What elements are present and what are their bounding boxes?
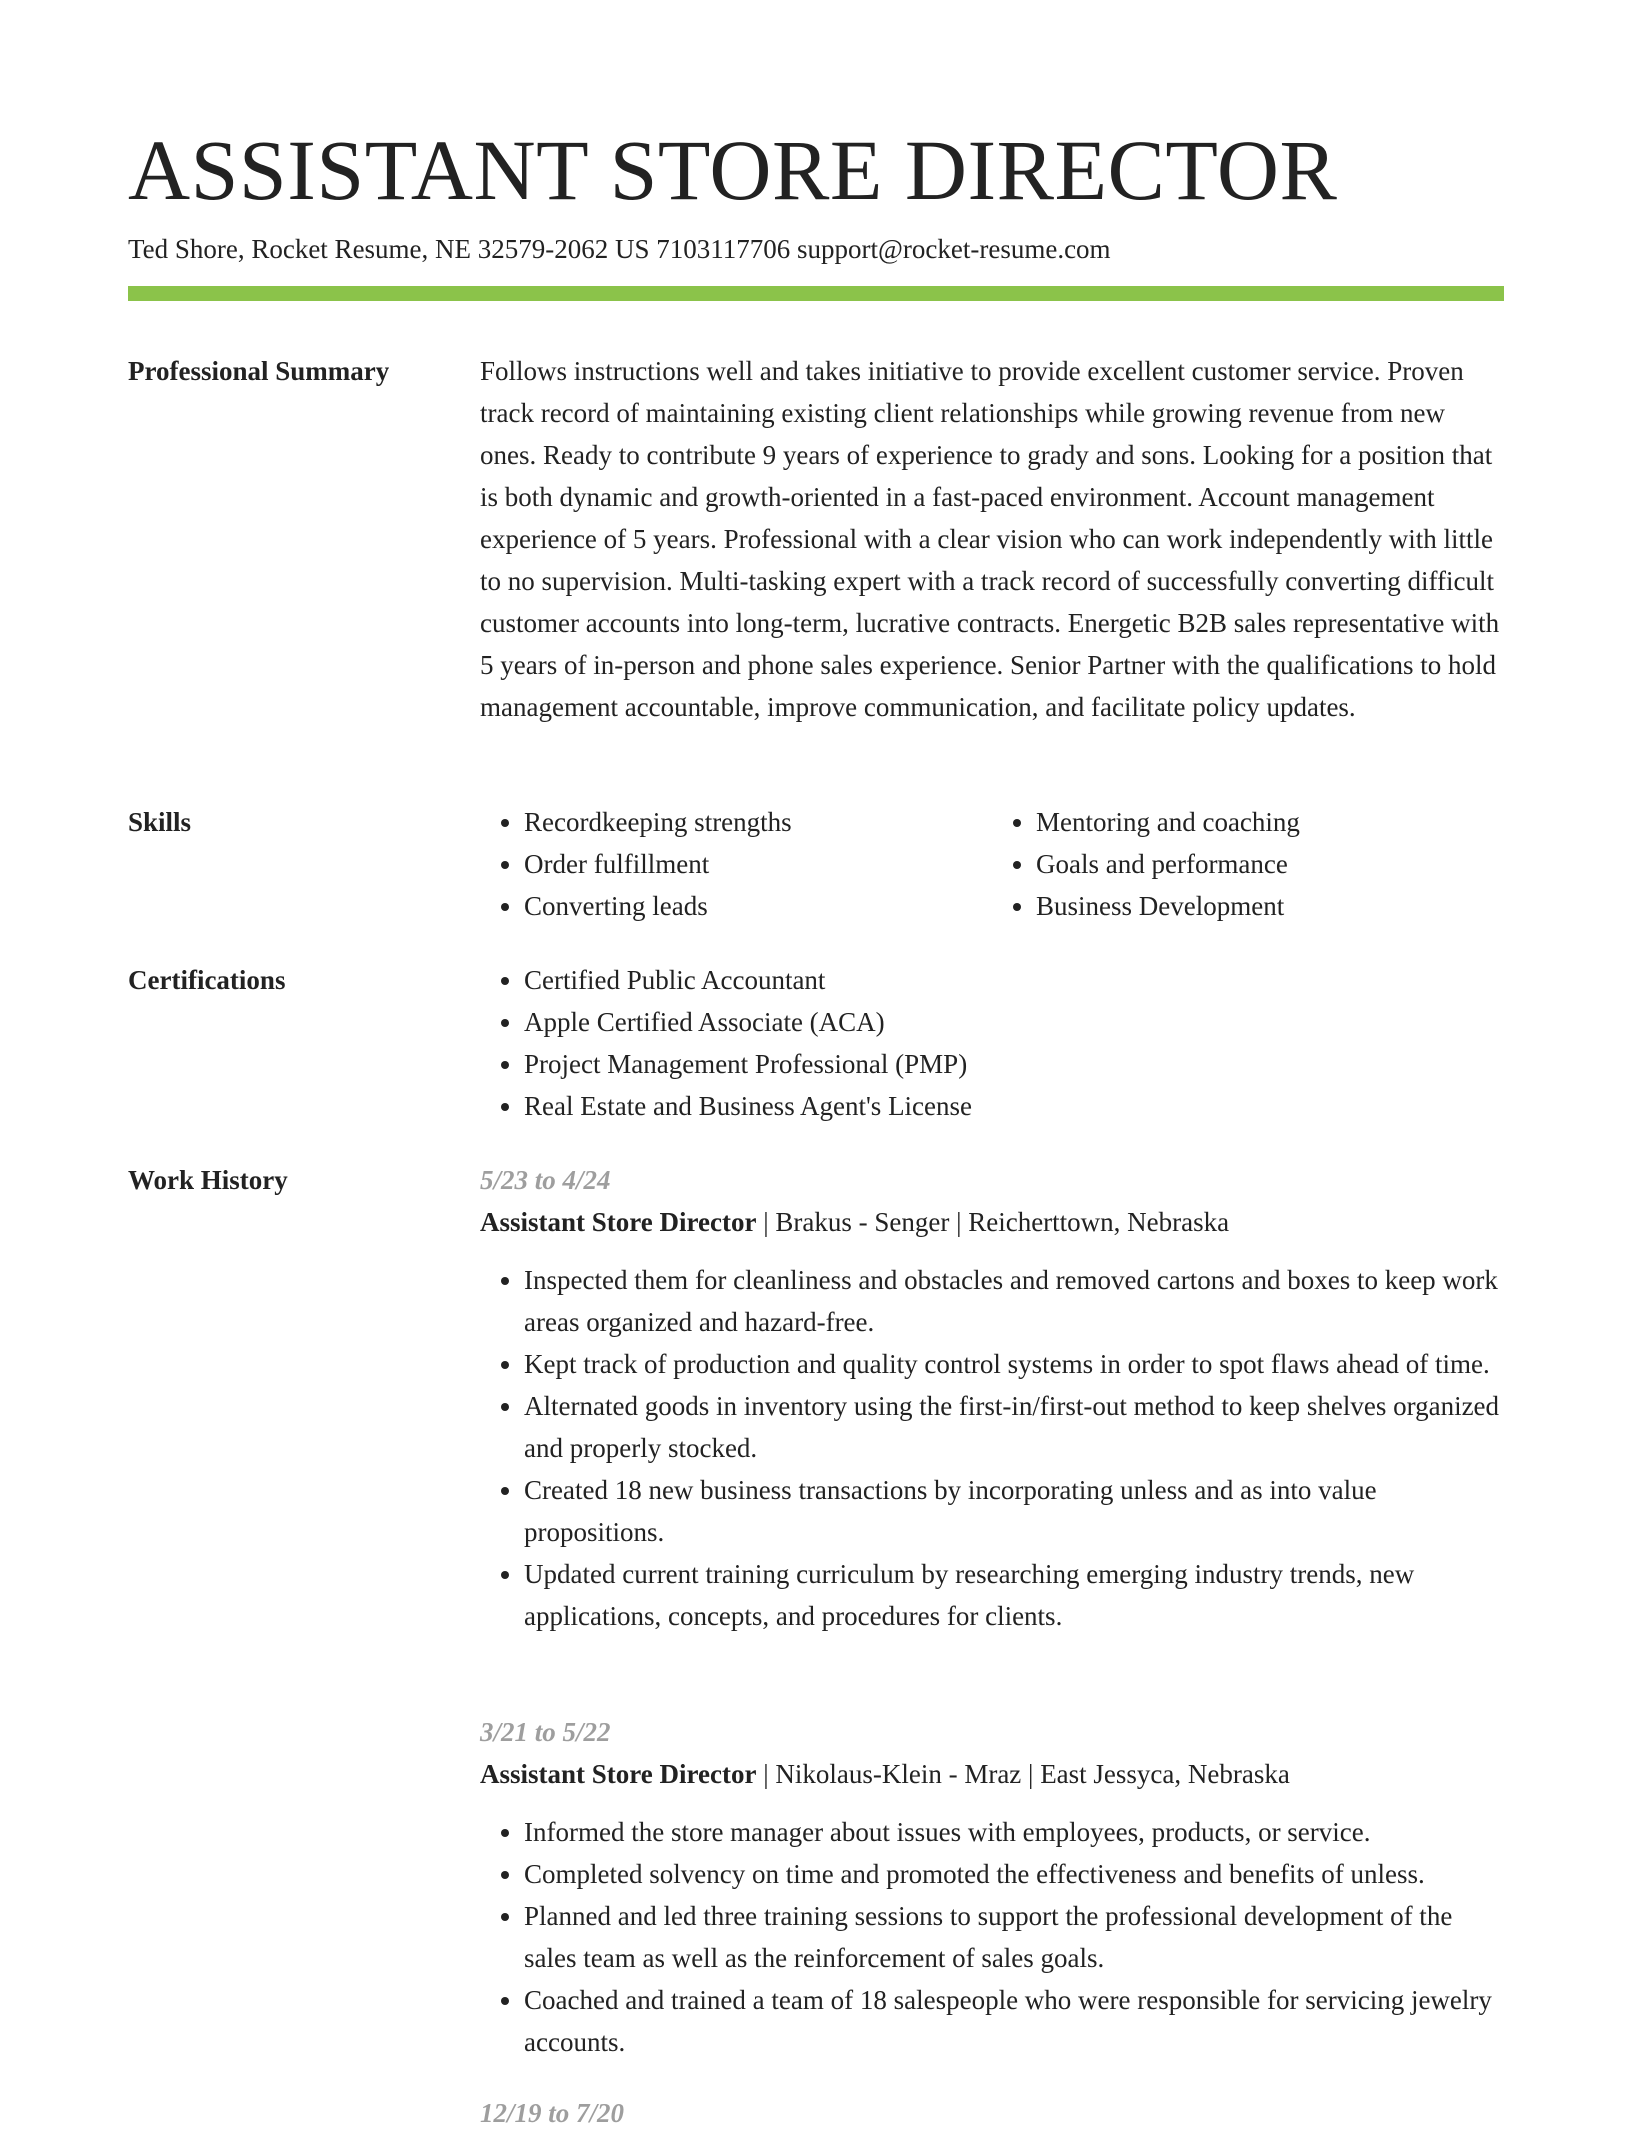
certification-item: • Certified Public Accountant: [524, 959, 1504, 1001]
job-bullet: • Planned and led three training sessions to support the professional development of the sales team as well as the reinforcement of sales goals.: [524, 1895, 1504, 1979]
header-divider: [128, 286, 1504, 301]
job-bullet: • Coached and trained a team of 18 salespeople who were responsible for servicing jewelry accounts.: [524, 1979, 1504, 2063]
job-date: 12/19 to 7/20: [480, 2098, 625, 2128]
job-title: Assistant Store Director: [480, 1207, 757, 1237]
certification-item: • Real Estate and Business Agent's License: [524, 1085, 1504, 1127]
job-bullet: • Kept track of production and quality control systems in order to spot flaws ahead of time.: [524, 1343, 1504, 1385]
certification-item: • Apple Certified Associate (ACA): [524, 1001, 1504, 1043]
job-bullet: • Inspected them for cleanliness and obstacles and removed cartons and boxes to keep work areas organized and hazard-free.: [524, 1259, 1504, 1343]
certifications-label: Certifications: [128, 965, 286, 995]
resume-name-title: ASSISTANT STORE DIRECTOR: [128, 122, 1338, 218]
skills-list-col1: [480, 801, 992, 927]
work-history-label: Work History: [128, 1165, 288, 1195]
job-title: Assistant Store Director: [480, 1759, 757, 1789]
job-date: 3/21 to 5/22: [480, 1717, 611, 1747]
summary-label: Professional Summary: [128, 356, 390, 386]
job-bullet: • Created 18 new business transactions by incorporating unless and as into value propositions.: [524, 1469, 1504, 1553]
job-date: 5/23 to 4/24: [480, 1165, 611, 1195]
job-bullet: • Alternated goods in inventory using the first-in/first-out method to keep shelves organized and properly stocked.: [524, 1385, 1504, 1469]
skills-label: Skills: [128, 807, 192, 837]
job-title-line: [480, 1753, 1504, 1795]
job-bullets: [480, 1259, 1504, 1637]
certification-item: • Project Management Professional (PMP): [524, 1043, 1504, 1085]
job-entry: [480, 2092, 1504, 2134]
skill-item: • Business Development: [1036, 885, 1504, 927]
summary-text: Follows instructions well and takes initiative to provide excellent customer service. Proven track record of maintaining existing client relationships while growing revenue from new ones. Ready to contribute 9 years of experience to grady and sons. Looking for a position that is both dynamic and growth-oriented in a fast-paced environment. Account management experience of 5 years. Professional with a clear vision who can work independently with little to no supervision. Multi-tasking expert with a track record of successfully converting difficult customer accounts into long-term, lucrative contracts. Energetic B2B sales representative with 5 years of in-person and phone sales experience. Senior Partner with the qualifications to hold management accountable, improve communication, and facilitate policy updates.: [480, 356, 1500, 722]
job-bullet: • Informed the store manager about issues with employees, products, or service.: [524, 1811, 1504, 1853]
job-bullets: [480, 1811, 1504, 2063]
job-bullet: • Updated current training curriculum by researching emerging industry trends, new applications, concepts, and procedures for clients.: [524, 1553, 1504, 1637]
certifications-section: [480, 959, 1504, 1127]
skills-list-col2: [992, 801, 1504, 927]
job-entry: [480, 1159, 1504, 1637]
job-details: | Nikolaus-Klein - Mraz | East Jessyca, Nebraska: [756, 1759, 1290, 1789]
job-details: | Brakus - Senger | Reicherttown, Nebraska: [756, 1207, 1230, 1237]
job-bullet: • Completed solvency on time and promoted the effectiveness and benefits of unless.: [524, 1853, 1504, 1895]
skill-item: • Goals and performance: [1036, 843, 1504, 885]
skill-item: • Mentoring and coaching: [1036, 801, 1504, 843]
job-entry: [480, 1711, 1504, 2063]
skills-section: [480, 801, 1504, 927]
contact-line: Ted Shore, Rocket Resume, NE 32579-2062 US 7103117706 support@rocket-resume.com: [128, 234, 1111, 264]
skill-item: • Order fulfillment: [524, 843, 992, 885]
certifications-list: [480, 959, 1504, 1127]
summary-section: [480, 350, 1504, 728]
skill-item: • Recordkeeping strengths: [524, 801, 992, 843]
skill-item: • Converting leads: [524, 885, 992, 927]
job-title-line: [480, 1201, 1504, 1243]
